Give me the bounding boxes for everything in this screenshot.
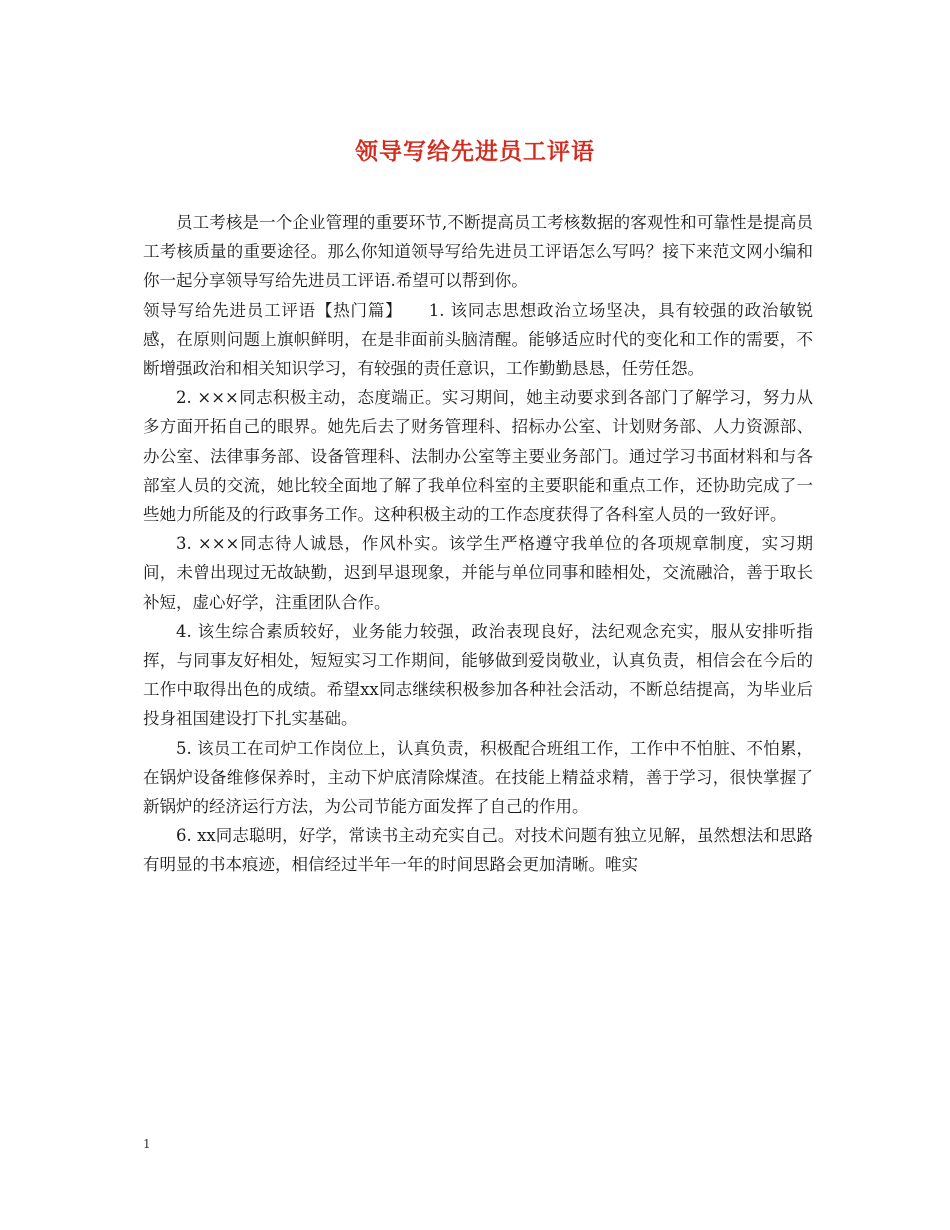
document-body [143, 208, 813, 880]
comment-paragraph-2: 2. ×××同志积极主动，态度端正。实习期间，她主动要求到各部门了解学习，努力从多方面开拓自己的眼界。她先后去了财务管理科、招标办公室、计划财务部、人力资源部、办公室、法律事务部、设备管理科、法制办公室等主要业务部门。通过学习书面材料和与各部室人员的交流，她比较全面地了解了我单位科室的主要职能和重点工作，还协助完成了一些她力所能及的行政事务工作。这种积极主动的工作态度获得了各科室人员的一致好评。 [143, 388, 813, 525]
comment-paragraph-6: 6. xx同志聪明，好学，常读书主动充实自己。对技术问题有独立见解，虽然想法和思路有明显的书本痕迹，相信经过半年一年的时间思路会更加清晰。唯实 [143, 826, 813, 875]
comment-paragraph-3: 3. ×××同志待人诚恳，作风朴实。该学生严格遵守我单位的各项规章制度，实习期间，未曾出现过无故缺勤，迟到早退现象，并能与单位同事和睦相处，交流融洽，善于取长补短，虚心好学，注重团队合作。 [143, 534, 813, 612]
intro-paragraph: 员工考核是一个企业管理的重要环节,不断提高员工考核数据的客观性和可靠性是提高员工考核质量的重要途径。那么你知道领导写给先进员工评语怎么写吗？接下来范文网小编和你一起分享领导写给先进员工评语.希望可以帮到你。 [143, 213, 813, 291]
document-title: 领导写给先进员工评语 [355, 138, 595, 165]
comment-paragraph-1: 领导写给先进员工评语【热门篇】 1. 该同志思想政治立场坚决，具有较强的政治敏锐感，在原则问题上旗帜鲜明，在是非面前头脑清醒。能够适应时代的变化和工作的需要，不断增强政治和相关知识学习，有较强的责任意识，工作勤勤恳恳，任劳任怨。 [143, 300, 813, 379]
comment-paragraph-5: 5. 该员工在司炉工作岗位上，认真负责，积极配合班组工作，工作中不怕脏、不怕累，在锅炉设备维修保养时，主动下炉底清除煤渣。在技能上精益求精，善于学习，很快掌握了新锅炉的经济运行方法，为公司节能方面发挥了自己的作用。 [143, 738, 813, 817]
page-number: 1 [143, 1137, 151, 1151]
comment-paragraph-4: 4. 该生综合素质较好，业务能力较强，政治表现良好，法纪观念充实，服从安排听指挥，与同事友好相处，短短实习工作期间，能够做到爱岗敬业，认真负责，相信会在今后的工作中取得出色的成绩。希望xx同志继续积极参加各种社会活动，不断总结提高，为毕业后投身祖国建设打下扎实基础。 [143, 621, 813, 729]
